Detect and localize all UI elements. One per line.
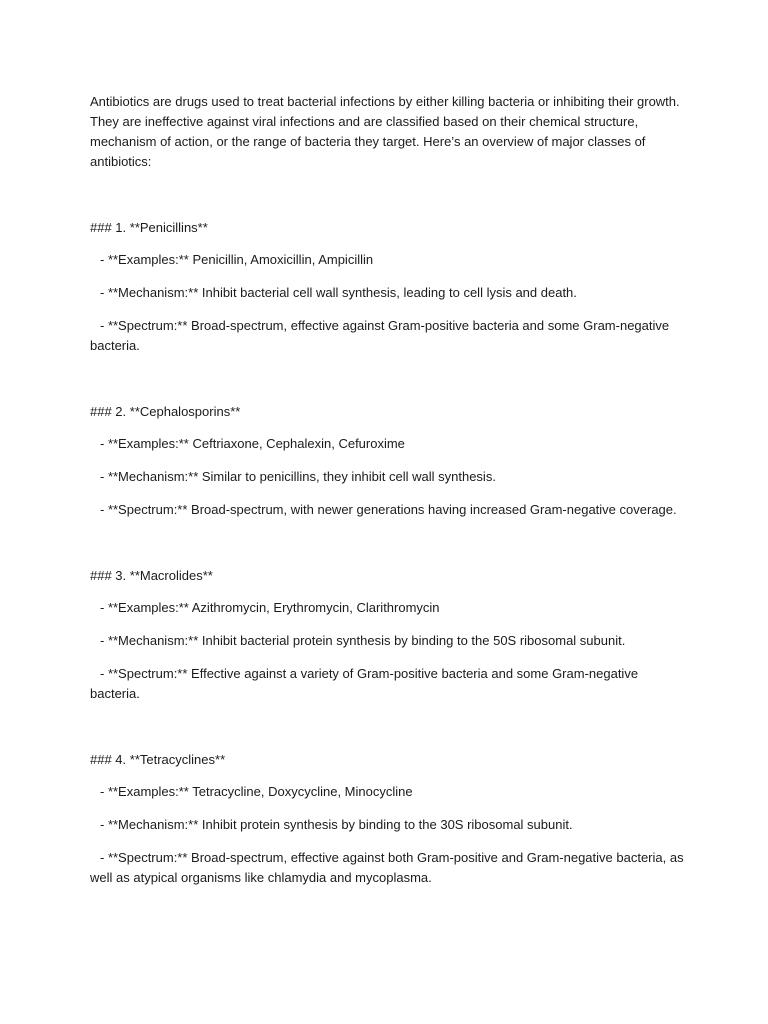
list-item: [90, 848, 768, 888]
section-heading: ### 4. **Tetracyclines**: [90, 751, 226, 767]
list-item: [90, 664, 768, 704]
list-item-line: - **Mechanism:** Similar to penicillins, they inhibit cell wall synthesis.: [100, 469, 496, 485]
list-item-line: - **Examples:** Penicillin, Amoxicillin, Ampicillin: [100, 252, 374, 268]
list-item: [90, 434, 768, 454]
intro-line: They are ineffective against viral infections and are classified based on their chemical structure,: [90, 114, 639, 129]
intro-line: antibiotics:: [90, 154, 152, 169]
list-item: [90, 283, 768, 303]
intro-paragraph: [90, 92, 768, 172]
section-heading: ### 1. **Penicillins**: [90, 219, 208, 235]
blank-line: [90, 533, 768, 553]
list-item-line: bacteria.: [90, 685, 140, 701]
list-item: [90, 316, 768, 356]
blank-line: [90, 369, 768, 389]
list-item: [90, 598, 768, 618]
intro-line: Antibiotics are drugs used to treat bacterial infections by either killing bacteria or inhibiting their growth.: [90, 94, 680, 109]
list-item: [90, 815, 768, 835]
list-item-line: - **Mechanism:** Inhibit protein synthesis by binding to the 30S ribosomal subunit.: [100, 817, 573, 833]
section-heading: ### 2. **Cephalosporins**: [90, 403, 241, 419]
section-heading: ### 3. **Macrolides**: [90, 567, 213, 583]
blank-line: [90, 185, 768, 205]
blank-line: [90, 717, 768, 737]
list-item-line: - **Examples:** Azithromycin, Erythromycin, Clarithromycin: [100, 600, 440, 616]
list-item: [90, 631, 768, 651]
list-item-line: - **Spectrum:** Broad-spectrum, with newer generations having increased Gram-negative coverage.: [100, 501, 677, 517]
list-item-line: - **Examples:** Tetracycline, Doxycycline, Minocycline: [100, 784, 413, 800]
list-item: [90, 467, 768, 487]
list-item: [90, 250, 768, 270]
list-item-line: - **Mechanism:** Inhibit bacterial protein synthesis by binding to the 50S ribosomal subunit.: [100, 633, 626, 649]
list-item-line: - **Examples:** Ceftriaxone, Cephalexin, Cefuroxime: [100, 436, 405, 452]
list-item-line: - **Mechanism:** Inhibit bacterial cell wall synthesis, leading to cell lysis and death.: [100, 285, 577, 301]
list-item-line: bacteria.: [90, 337, 140, 353]
list-item-line: - **Spectrum:** Broad-spectrum, effective against both Gram-positive and Gram-negative bacteria, as: [100, 849, 684, 865]
intro-line: mechanism of action, or the range of bacteria they target. Here’s an overview of major classes of: [90, 134, 646, 149]
list-item-line: - **Spectrum:** Effective against a variety of Gram-positive bacteria and some Gram-negative: [100, 665, 639, 681]
list-item-line: - **Spectrum:** Broad-spectrum, effective against Gram-positive bacteria and some Gram-negative: [100, 317, 670, 333]
list-item: [90, 500, 768, 520]
list-item-line: well as atypical organisms like chlamydia and mycoplasma.: [90, 869, 432, 885]
list-item: [90, 782, 768, 802]
